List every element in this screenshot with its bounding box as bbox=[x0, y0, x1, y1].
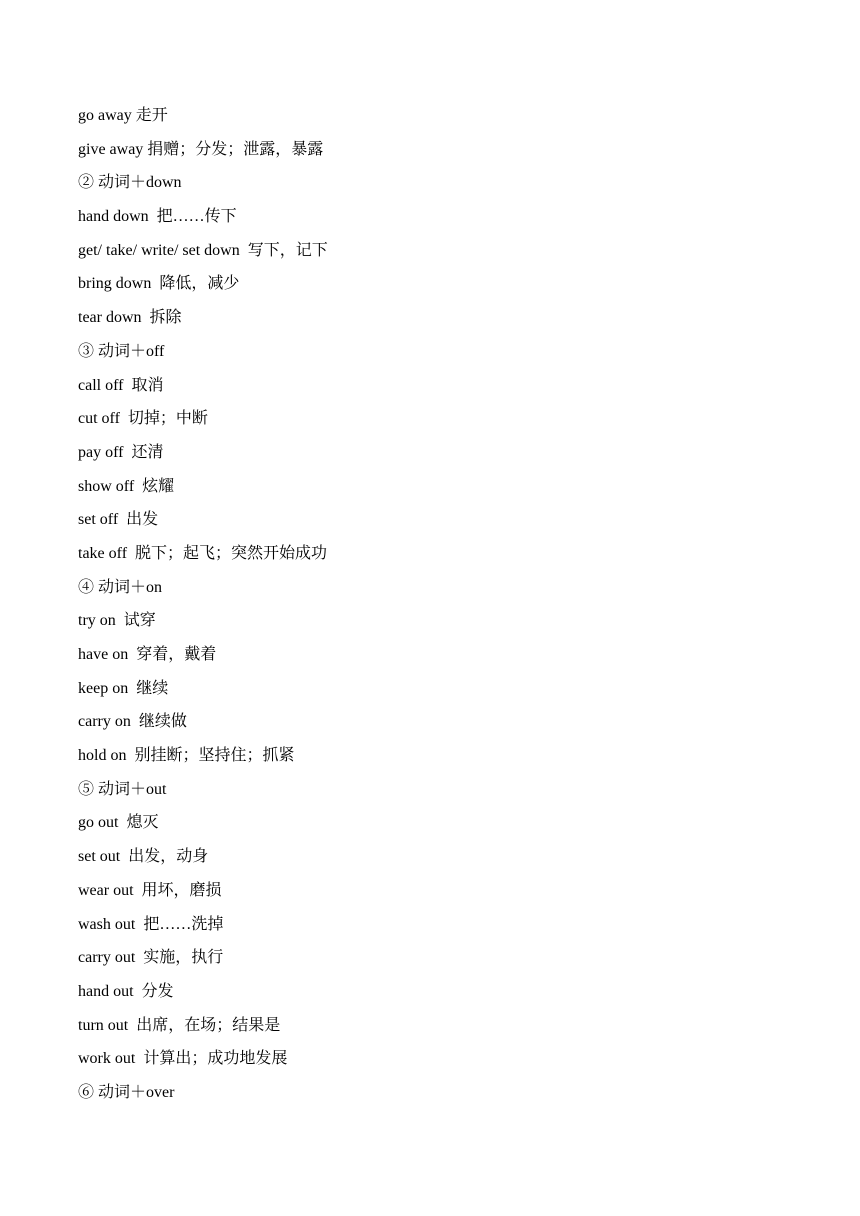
text-line: tear down 拆除 bbox=[78, 309, 182, 327]
text-line: have on 穿着，戴着 bbox=[78, 646, 217, 663]
section-heading: ⑥ 动词＋over bbox=[78, 1083, 175, 1101]
text-line: get/ take/ write/ set down 写下，记下 bbox=[78, 241, 328, 259]
text-line: call off 取消 bbox=[78, 376, 164, 394]
text-line: cut off 切掉；中断 bbox=[78, 410, 208, 428]
text-line: carry on 继续做 bbox=[78, 713, 187, 731]
text-line: turn out 出席，在场；结果是 bbox=[78, 1016, 281, 1034]
text-line: pay off 还清 bbox=[78, 443, 164, 461]
text-line: hold on 别挂断；坚持住；抓紧 bbox=[78, 747, 295, 765]
text-line: try on 试穿 bbox=[78, 612, 156, 630]
section-heading: ⑤ 动词＋out bbox=[78, 780, 167, 798]
text-line: go out 熄灭 bbox=[78, 814, 159, 832]
text-line: hand out 分发 bbox=[78, 982, 174, 1000]
text-line: hand down 把……传下 bbox=[78, 208, 237, 226]
text-line: work out 计算出；成功地发展 bbox=[78, 1050, 288, 1068]
text-line: show off 炫耀 bbox=[78, 477, 175, 495]
text-line: carry out 实施，执行 bbox=[78, 949, 224, 967]
text-line: set off 出发 bbox=[78, 511, 159, 529]
section-heading: ② 动词＋down bbox=[78, 174, 182, 192]
text-line: wear out 用坏，磨损 bbox=[78, 881, 222, 899]
section-heading: ③ 动词＋off bbox=[78, 342, 165, 360]
text-line: keep on 继续 bbox=[78, 679, 169, 697]
text-line: give away 捐赠；分发；泄露，暴露 bbox=[78, 140, 324, 158]
text-line: go away 走开 bbox=[78, 107, 168, 124]
phrase-list bbox=[78, 103, 328, 1114]
text-line: set out 出发，动身 bbox=[78, 848, 209, 866]
text-line: take off 脱下；起飞；突然开始成功 bbox=[78, 544, 328, 562]
section-heading: ④ 动词＋on bbox=[78, 578, 163, 596]
text-line: wash out 把……洗掉 bbox=[78, 915, 224, 933]
text-line: bring down 降低，减少 bbox=[78, 275, 240, 293]
